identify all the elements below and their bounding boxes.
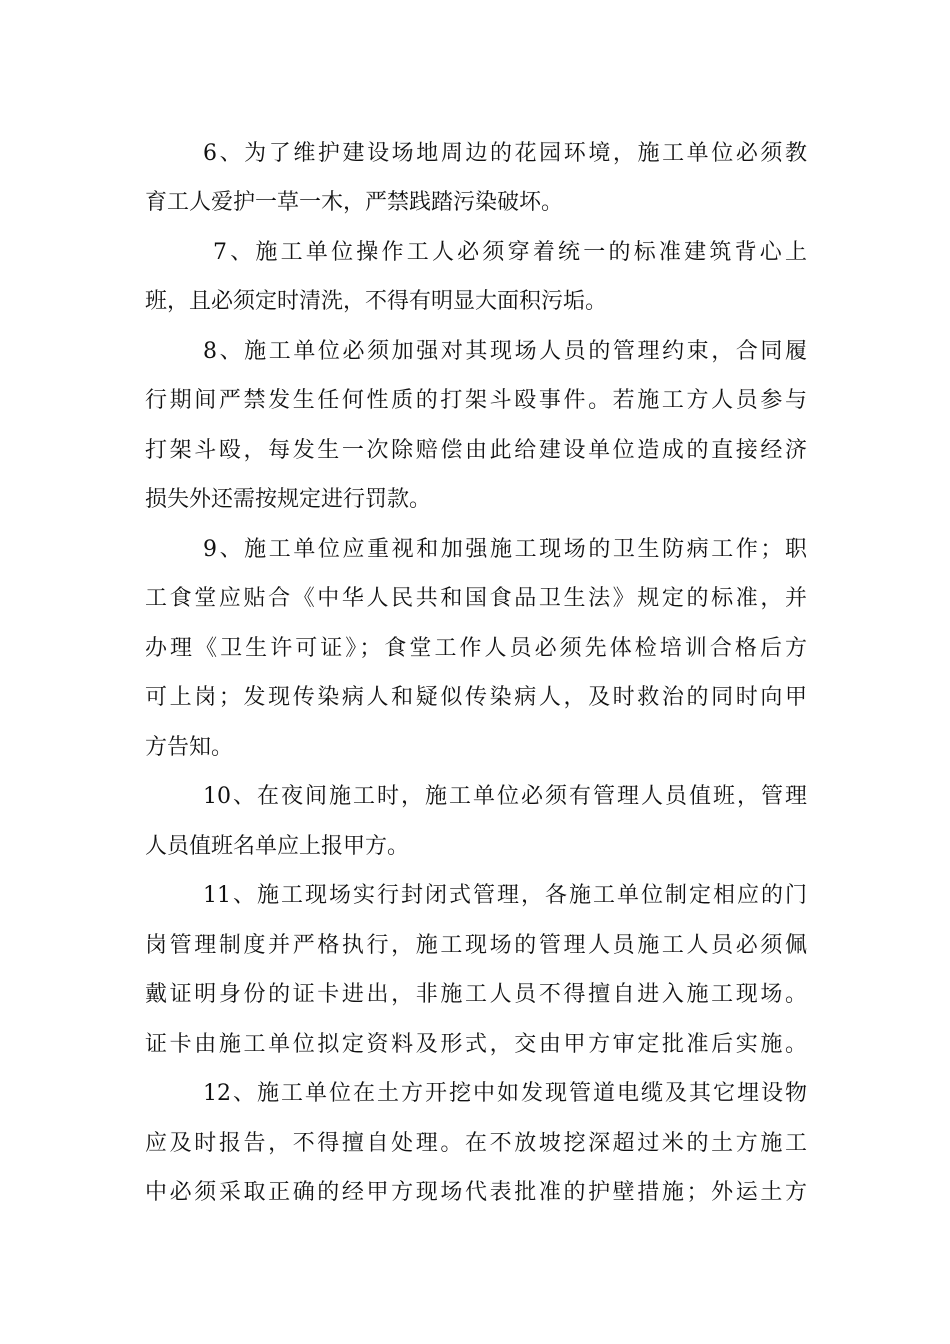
paragraph-7-line-1: 7、施工单位操作工人必须穿着统一的标准建筑背心上 [213, 240, 807, 265]
paragraph-9-line-5: 方告知。 [145, 735, 234, 760]
paragraph-12-line-1: 12、施工单位在土方开挖中如发现管道电缆及其它埋设物 [203, 1081, 807, 1106]
paragraph-10-line-2: 人员值班名单应上报甲方。 [145, 834, 410, 859]
paragraph-8-line-4: 损失外还需按规定进行罚款。 [145, 487, 432, 512]
paragraph-11-line-1: 11、施工现场实行封闭式管理，各施工单位制定相应的门 [203, 883, 807, 908]
paragraph-6-line-1: 6、为了维护建设场地周边的花园环境，施工单位必须教 [203, 141, 807, 166]
paragraph-6-line-2: 育工人爱护一草一木，严禁践踏污染破坏。 [145, 190, 564, 215]
paragraph-9-line-2: 工食堂应贴合《中华人民共和国食品卫生法》规定的标准，并 [145, 586, 807, 611]
paragraph-11-line-4: 证卡由施工单位拟定资料及形式，交由甲方审定批准后实施。 [145, 1032, 807, 1057]
paragraph-11-line-2: 岗管理制度并严格执行，施工现场的管理人员施工人员必须佩 [145, 933, 807, 958]
paragraph-10-line-1: 10、在夜间施工时，施工单位必须有管理人员值班，管理 [203, 784, 807, 809]
paragraph-9-line-4: 可上岗；发现传染病人和疑似传染病人，及时救治的同时向甲 [145, 685, 807, 710]
paragraph-12-line-2: 应及时报告，不得擅自处理。在不放坡挖深超过米的土方施工 [145, 1131, 807, 1156]
paragraph-8-line-3: 打架斗殴，每发生一次除赔偿由此给建设单位造成的直接经济 [145, 438, 807, 463]
paragraph-9-line-1: 9、施工单位应重视和加强施工现场的卫生防病工作；职 [203, 537, 807, 562]
paragraph-11-line-3: 戴证明身份的证卡进出，非施工人员不得擅自进入施工现场。 [145, 982, 807, 1007]
paragraph-7-line-2: 班，且必须定时清洗，不得有明显大面积污垢。 [145, 289, 608, 314]
paragraph-8-line-2: 行期间严禁发生任何性质的打架斗殴事件。若施工方人员参与 [145, 388, 807, 413]
paragraph-9-line-3: 办理《卫生许可证》；食堂工作人员必须先体检培训合格后方 [145, 636, 807, 661]
paragraph-8-line-1: 8、施工单位必须加强对其现场人员的管理约束，合同履 [203, 339, 807, 364]
paragraph-12-line-3: 中必须采取正确的经甲方现场代表批准的护壁措施；外运土方 [145, 1180, 807, 1205]
